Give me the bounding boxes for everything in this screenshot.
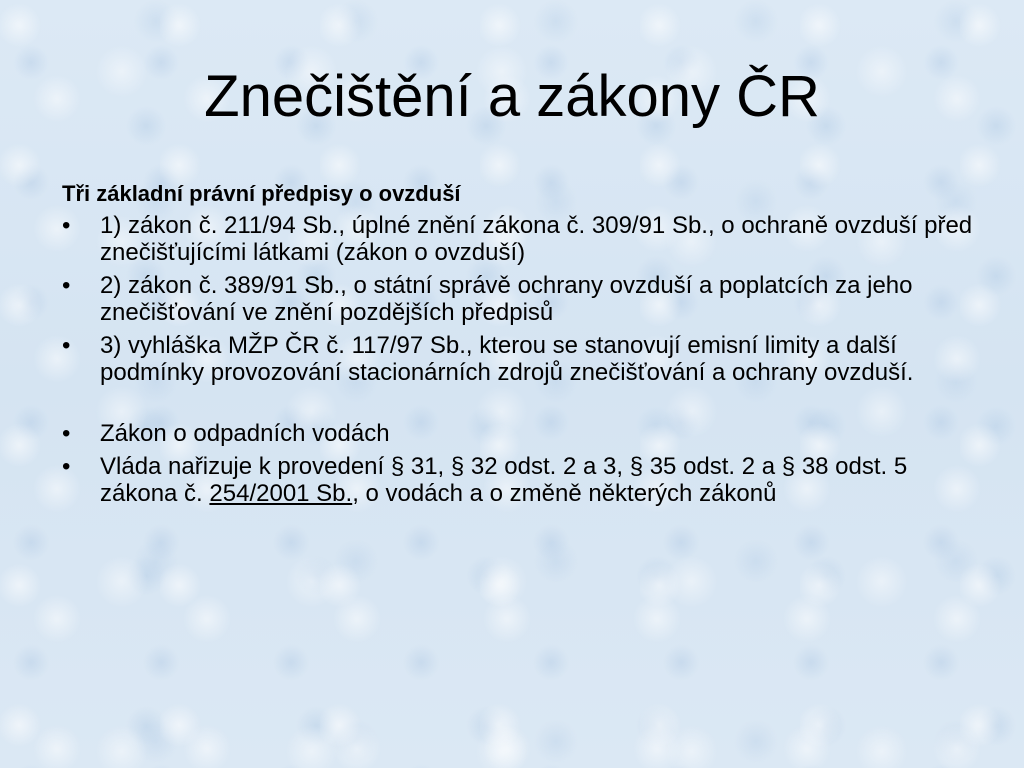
law-254-2001-link[interactable]: 254/2001 Sb.	[209, 480, 353, 507]
list-item-text-after: , o vodách a o změně některých zákonů	[352, 480, 777, 507]
list-item	[62, 453, 982, 507]
section-heading: Tři základní právní předpisy o ovzduší	[62, 181, 461, 206]
slide-title: Znečištění a zákony ČR	[204, 64, 820, 129]
list-item-text: 1) zákon č. 211/94 Sb., úplné znění zákona č. 309/91 Sb., o ochraně ovzduší před znečišťujícími látkami (zákon o ovzduší)	[100, 212, 973, 266]
list-item-text: Zákon o odpadních vodách	[100, 420, 390, 447]
bullet-icon: •	[62, 420, 71, 447]
list-item-text: 3) vyhláška MŽP ČR č. 117/97 Sb., kterou se stanovují emisní limity a další podmínky provozování stacionárních zdrojů znečišťování a ochrany ovzduší.	[100, 332, 914, 386]
list-item-text: 2) zákon č. 389/91 Sb., o státní správě ochrany ovzduší a poplatcích za jeho znečišťování ve znění pozdějších předpisů	[100, 272, 913, 326]
list-item	[62, 272, 982, 326]
bullet-icon: •	[62, 332, 71, 359]
bullet-icon: •	[62, 212, 71, 239]
air-law-list	[62, 212, 982, 386]
slide-content	[62, 180, 982, 513]
water-law-list	[62, 420, 982, 507]
list-item	[62, 212, 982, 266]
list-item	[62, 332, 982, 386]
spacer	[62, 392, 982, 420]
bullet-icon: •	[62, 272, 71, 299]
bullet-icon: •	[62, 453, 71, 480]
list-item-text-before: Vláda nařizuje k provedení § 31, § 32 odst. 2 a 3, § 35 odst. 2 a § 38 odst. 5 zákona č.	[100, 453, 908, 507]
list-item	[62, 420, 982, 447]
